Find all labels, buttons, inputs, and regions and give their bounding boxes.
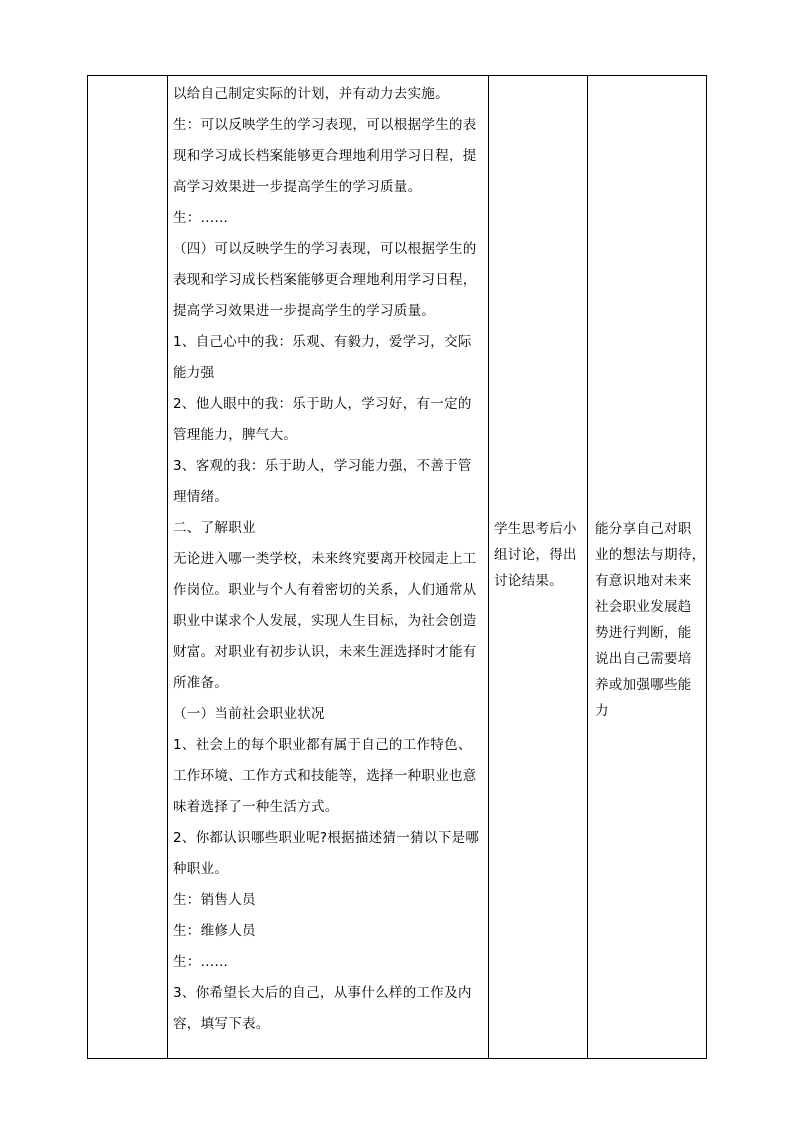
content-line: 1、社会上的每个职业都有属于自己的工作特色、 <box>173 737 472 753</box>
content-line: 2、他人眼中的我：乐于助人，学习好，有一定的 <box>173 396 472 412</box>
student-activity-line: 学生思考后小 <box>494 521 577 537</box>
content-line: 3、你希望长大后的自己，从事什么样的工作及内 <box>173 985 472 1001</box>
content-line: 高学习效果进一步提高学生的学习质量。 <box>173 179 422 195</box>
content-line: 容，填写下表。 <box>173 1016 270 1032</box>
content-line: 种职业。 <box>173 861 229 877</box>
content-line: （四）可以反映学生的学习表现，可以根据学生的 <box>173 241 477 257</box>
content-line: 生：维修人员 <box>173 923 256 939</box>
content-line: 能力强 <box>173 365 215 381</box>
content-line: 提高学习效果进一步提高学生的学习质量。 <box>173 303 436 319</box>
content-line: 理情绪。 <box>173 489 229 505</box>
student-activity-cell <box>494 516 588 594</box>
column-divider <box>488 76 489 1058</box>
goal-line: 说出自己需要培 <box>595 651 692 667</box>
goal-line: 力 <box>595 703 609 719</box>
content-line: 以给自己制定实际的计划，并有动力去实施。 <box>173 86 449 102</box>
goal-line: 社会职业发展趋 <box>595 599 692 615</box>
goal-line: 养或加强哪些能 <box>595 677 692 693</box>
content-line: 味着选择了一种生活方式。 <box>173 799 339 815</box>
content-line: 生：…… <box>173 210 229 226</box>
goal-cell <box>595 516 705 724</box>
teaching-content-cell <box>173 79 485 1040</box>
content-line: 2、你都认识哪些职业呢?根据描述猜一猜以下是哪 <box>173 830 480 846</box>
subsection-heading: （一）当前社会职业状况 <box>173 706 325 722</box>
content-line: 3、客观的我：乐于助人，学习能力强，不善于管 <box>173 458 472 474</box>
student-activity-line: 组讨论，得出 <box>494 547 577 563</box>
content-line: 生：…… <box>173 954 229 970</box>
content-line: 无论进入哪一类学校，未来终究要离开校园走上工 <box>173 551 477 567</box>
content-line: 所准备。 <box>173 675 229 691</box>
student-activity-line: 讨论结果。 <box>494 573 563 589</box>
content-line: 表现和学习成长档案能够更合理地利用学习日程， <box>173 272 477 288</box>
content-line: 工作环境、工作方式和技能等，选择一种职业也意 <box>173 768 477 784</box>
content-line: 财富。对职业有初步认识，未来生涯选择时才能有 <box>173 644 477 660</box>
content-line: 职业中谋求个人发展，实现人生目标，为社会创造 <box>173 613 477 629</box>
goal-line: 业的想法与期待， <box>595 547 706 563</box>
content-line: 管理能力，脾气大。 <box>173 427 298 443</box>
content-line: 1、自己心中的我：乐观、有毅力，爱学习，交际 <box>173 334 472 350</box>
section-heading: 二、了解职业 <box>173 520 256 536</box>
goal-line: 能分享自己对职 <box>595 521 692 537</box>
lesson-plan-table <box>87 75 707 1059</box>
content-line: 生：可以反映学生的学习表现，可以根据学生的表 <box>173 117 477 133</box>
column-divider <box>167 76 168 1058</box>
goal-line: 势进行判断，能 <box>595 625 692 641</box>
goal-line: 有意识地对未来 <box>595 573 692 589</box>
content-line: 现和学习成长档案能够更合理地利用学习日程，提 <box>173 148 477 164</box>
content-line: 生：销售人员 <box>173 892 256 908</box>
content-line: 作岗位。职业与个人有着密切的关系，人们通常从 <box>173 582 477 598</box>
